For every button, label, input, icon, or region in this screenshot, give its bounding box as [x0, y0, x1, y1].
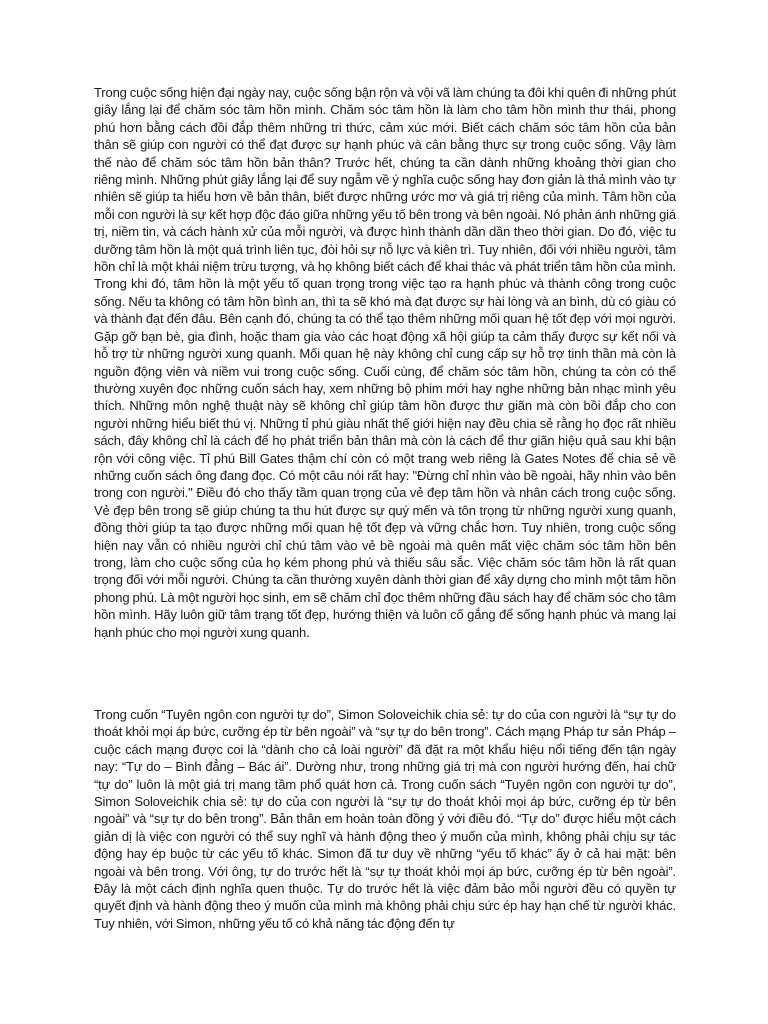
- essay-paragraph-freedom: Trong cuốn “Tuyên ngôn con người tự do”, Simon Soloveichik chia sẻ: tự do của con người là “sự tự do thoát khỏi mọi áp bức, cưỡng ép từ bên ngoài” và “sự tự do bên trong”. Cách mạng Pháp tư sản Pháp – cuộc cách mạng được coi là “dành cho cả loài người” đã đặt ra một khẩu hiệu nổi tiếng đến tận ngày nay: “Tự do – Bình đẳng – Bác ái”. Dường như, trong những giá trị mà con người hướng đến, hai chữ “tự do” luôn là một giá trị mang tầm phổ quát hơn cả. Trong cuốn sách “Tuyên ngôn con người tự do”, Simon Soloveichik chia sẻ: tự do của con người là “sự tự do thoát khỏi mọi áp bức, cưỡng ép từ bên ngoài” và “sự tự do bên trong”. Bản thân em hoàn toàn đồng ý với điều đó. “Tự do” được hiểu một cách giản dị là việc con người có thể suy nghĩ và hành động theo ý muốn của mình, không phải chịu sự tác động hay ép buộc từ các yếu tố khác. Simon đã tư duy về những “yếu tố khác” ấy ở cả hai mặt: bên ngoài và bên trong. Với ông, tự do trước hết là “sự tự thoát khỏi mọi áp bức, cưỡng ép từ bên ngoài”. Đây là một cách định nghĩa quen thuộc. Tự do trước hết là việc đảm bảo mỗi người đều có quyền tự quyết định và hành động theo ý muốn của mình mà không phải chịu sức ép hay hạn chế từ người khác. Tuy nhiên, với Simon, những yếu tố có khả năng tác động đến tự: [94, 707, 676, 931]
- essay-paragraph-self-care: Trong cuộc sống hiện đại ngày nay, cuộc sống bận rộn và vội vã làm chúng ta đôi khi quên đi những phút giây lắng lại để chăm sóc tâm hồn mình. Chăm sóc tâm hồn là làm cho tâm hồn mình thư thái, phong phú hơn bằng cách đồi đắp thêm những tri thức, cảm xúc mới. Biết cách chăm sóc tâm hồn của bản thân sẽ giúp con người có thể đạt được sự hạnh phúc và cân bằng thực sự trong cuộc sống. Vậy làm thế nào để chăm sóc tâm hồn bản thân? Trước hết, chúng ta cần dành những khoảng thời gian cho riêng mình. Những phút giây lắng lại để suy ngẫm về ý nghĩa cuộc sống hay đơn giản là thả mình vào tự nhiên sẽ giúp ta hiểu hơn về bản thân, biết được những ước mơ và giá trị riêng của mình. Tâm hồn của mỗi con người là sự kết hợp độc đáo giữa những yếu tố bên trong và bên ngoài. Nó phản ánh những giá trị, niềm tin, và cách hành xử của mỗi người, và được hình thành dần dần theo thời gian. Do đó, việc tu dưỡng tâm hồn là một quá trình liên tục, đòi hỏi sự nỗ lực và kiên trì. Tuy nhiên, đối với nhiều người, tâm hồn chỉ là một khái niệm trừu tượng, và họ không biết cách để khai thác và phát triển tâm hồn của mình. Trong khi đó, tâm hồn là một yếu tố quan trọng trong việc tạo ra hạnh phúc và thành công trong cuộc sống. Nếu ta không có tâm hồn bình an, thì ta sẽ khó mà đạt được sự hài lòng và an bình, dù có giàu có và thành đạt đến đâu. Bên cạnh đó, chúng ta có thể tạo thêm những mối quan hệ tốt đẹp với mọi người. Gặp gỡ bạn bè, gia đình, hoặc tham gia vào các hoạt động xã hội giúp ta cảm thấy được sự kết nối và hỗ trợ từ những người xung quanh. Mối quan hệ này không chỉ cung cấp sự hỗ trợ tinh thần mà còn là nguồn động viên và niềm vui trong cuộc sống. Cuối cùng, để chăm sóc tâm hồn, chúng ta còn có thể thường xuyên đọc những cuốn sách hay, xem những bộ phim mới hay nghe những bản nhạc mình yêu thích. Những môn nghệ thuật này sẽ không chỉ giúp tâm hồn được thư giãn mà còn bồi đắp cho con người những hiểu biết thú vị. Những tỉ phú giàu nhất thế giới hiện nay đều chia sẻ rằng họ đọc rất nhiều sách, đây không chỉ là cách để họ phát triển bản thân mà còn là cách để thư giãn hiệu quả sau khi bận rộn với công việc. Tỉ phú Bill Gates thậm chí còn có một trang web riêng là Gates Notes để chia sẻ về những cuốn sách ông đang đọc. Có một câu nói rất hay: "Đừng chỉ nhìn vào bề ngoài, hãy nhìn vào bên trong con người." Điều đó cho thấy tầm quan trọng của vẻ đẹp tâm hồn và nhân cách trong cuộc sống. Vẻ đẹp bên trong sẽ giúp chúng ta thu hút được sự quý mến và tôn trọng từ những người xung quanh, đồng thời giúp ta tạo được những mối quan hệ tốt đẹp và vững chắc hơn. Tuy nhiên, trong cuộc sống hiện nay vẫn có nhiều người chỉ chú tâm vào vẻ bề ngoài mà quên mất việc chăm sóc tâm hồn bên trong, làm cho cuộc sống của họ kém phong phú và thiếu sâu sắc. Việc chăm sóc tâm hồn là rất quan trọng đối với mỗi người. Chúng ta cần thường xuyên dành thời gian để xây dựng cho mình một tâm hồn phong phú. Là một người học sinh, em sẽ chăm chỉ đọc thêm những đầu sách hay để chăm sóc cho tâm hồn mình. Hãy luôn giữ tâm trạng tốt đẹp, hướng thiện và luôn cố gắng để sống hạnh phúc và mang lại hạnh phúc cho mọi người xung quanh.: [94, 85, 676, 640]
